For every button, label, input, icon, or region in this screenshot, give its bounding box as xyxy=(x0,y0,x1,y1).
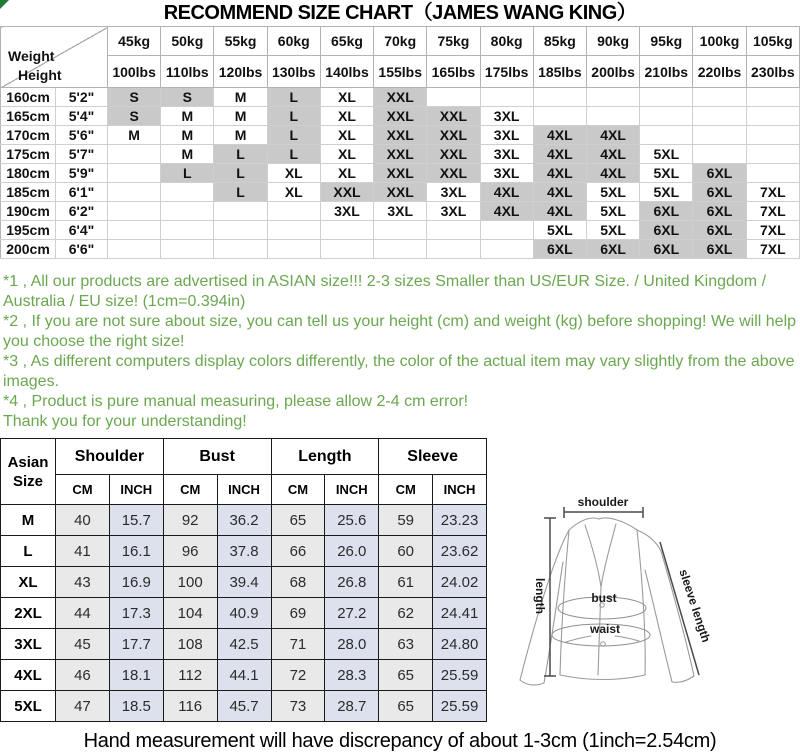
size-cell: 4XL xyxy=(480,183,533,202)
size-cell: 7XL xyxy=(746,202,799,221)
measurement-row xyxy=(1,598,487,629)
size-cell: 7XL xyxy=(746,221,799,240)
height-cm-cell: 195cm xyxy=(1,221,56,240)
weight-kg-header: 80kg xyxy=(480,27,533,56)
jacket-hem xyxy=(560,675,645,680)
jacket-measure-diagram xyxy=(488,434,800,734)
measure-value-cell: 28.7 xyxy=(325,691,379,722)
recommend-size-table xyxy=(0,26,800,259)
size-cell: XXL xyxy=(427,107,480,126)
weight-kg-header: 45kg xyxy=(108,27,161,56)
size-cell: 4XL xyxy=(533,126,586,145)
weight-lbs-header: 230lbs xyxy=(746,56,799,88)
size-cell: L xyxy=(214,145,267,164)
measure-group-header: Sleeve xyxy=(379,439,487,475)
size-cell xyxy=(746,164,799,183)
measure-value-cell: 41 xyxy=(56,536,110,567)
height-ft-cell: 6'2" xyxy=(56,202,108,221)
measure-value-cell: 46 xyxy=(56,660,110,691)
measure-value-cell: 65 xyxy=(379,660,433,691)
size-cell: XL xyxy=(320,126,373,145)
page-title: RECOMMEND SIZE CHART（JAMES WANG KING） xyxy=(163,2,637,24)
unit-header-cell: CM xyxy=(271,475,325,505)
size-chart-row xyxy=(1,183,800,202)
measure-value-cell: 45 xyxy=(56,629,110,660)
measurement-row xyxy=(1,567,487,598)
size-cell xyxy=(108,240,161,259)
measure-value-cell: 16.1 xyxy=(109,536,163,567)
weight-lbs-header: 100lbs xyxy=(108,56,161,88)
measure-value-cell: 62 xyxy=(379,598,433,629)
height-cm-cell: 185cm xyxy=(1,183,56,202)
size-cell xyxy=(214,202,267,221)
size-cell: XXL xyxy=(374,126,427,145)
height-cm-cell: 160cm xyxy=(1,88,56,107)
measurement-row xyxy=(1,536,487,567)
measure-value-cell: 42.5 xyxy=(217,629,271,660)
measure-value-cell: 40 xyxy=(56,505,110,536)
measure-value-cell: 96 xyxy=(163,536,217,567)
weight-kg-header: 85kg xyxy=(533,27,586,56)
measure-value-cell: 17.3 xyxy=(109,598,163,629)
size-cell: 5XL xyxy=(640,183,693,202)
size-cell: M xyxy=(161,145,214,164)
size-cell: S xyxy=(161,88,214,107)
size-cell: 3XL xyxy=(320,202,373,221)
size-cell xyxy=(267,240,320,259)
size-cell: 4XL xyxy=(586,164,639,183)
size-cell xyxy=(161,221,214,240)
weight-lbs-header: 220lbs xyxy=(693,56,746,88)
height-ft-cell: 5'4" xyxy=(56,107,108,126)
size-cell xyxy=(586,88,639,107)
size-cell: 4XL xyxy=(586,145,639,164)
sleeve-length-label: sleeve length xyxy=(676,567,714,645)
size-label-cell: 4XL xyxy=(1,660,56,691)
unit-header-cell: CM xyxy=(379,475,433,505)
height-cm-cell: 170cm xyxy=(1,126,56,145)
measure-value-cell: 44 xyxy=(56,598,110,629)
size-cell: 3XL xyxy=(480,145,533,164)
height-cm-cell: 190cm xyxy=(1,202,56,221)
measurement-row xyxy=(1,505,487,536)
corner-weight-label: Weight xyxy=(8,48,55,64)
measurement-row xyxy=(1,629,487,660)
size-label-cell: 5XL xyxy=(1,691,56,722)
measure-value-cell: 47 xyxy=(56,691,110,722)
asian-size-corner-cell: Asian Size xyxy=(1,439,56,505)
weight-lbs-header: 155lbs xyxy=(374,56,427,88)
weight-height-corner-cell xyxy=(1,27,108,88)
measure-value-cell: 63 xyxy=(379,629,433,660)
size-cell xyxy=(214,221,267,240)
size-cell: 5XL xyxy=(586,202,639,221)
size-cell: 4XL xyxy=(533,183,586,202)
jacket-pocket-left xyxy=(566,636,591,642)
size-cell xyxy=(693,88,746,107)
size-cell: 5XL xyxy=(640,145,693,164)
measure-value-cell: 66 xyxy=(271,536,325,567)
size-cell: XXL xyxy=(427,126,480,145)
measure-value-cell: 60 xyxy=(379,536,433,567)
measure-value-cell: 28.0 xyxy=(325,629,379,660)
unit-header-cell: CM xyxy=(163,475,217,505)
note-line: *4 , Product is pure manual measuring, please allow 2-4 cm error! xyxy=(3,393,469,410)
size-cell: 6XL xyxy=(693,202,746,221)
weight-kg-header: 100kg xyxy=(693,27,746,56)
size-cell: M xyxy=(214,88,267,107)
measure-group-header: Bust xyxy=(163,439,271,475)
height-ft-cell: 6'1" xyxy=(56,183,108,202)
size-chart-row xyxy=(1,221,800,240)
measure-value-cell: 23.23 xyxy=(433,505,487,536)
height-ft-cell: 6'6" xyxy=(56,240,108,259)
size-cell: 3XL xyxy=(374,202,427,221)
size-cell xyxy=(427,221,480,240)
height-cm-cell: 200cm xyxy=(1,240,56,259)
note-line: Thank you for your understanding! xyxy=(3,413,247,430)
size-cell: L xyxy=(267,126,320,145)
measure-value-cell: 72 xyxy=(271,660,325,691)
unit-header-cell: INCH xyxy=(217,475,271,505)
measure-group-header: Shoulder xyxy=(56,439,164,475)
size-cell: L xyxy=(267,107,320,126)
height-cm-cell: 180cm xyxy=(1,164,56,183)
measure-value-cell: 68 xyxy=(271,567,325,598)
size-cell: XXL xyxy=(374,107,427,126)
size-cell: M xyxy=(161,126,214,145)
bust-label: bust xyxy=(591,591,617,605)
size-cell: S xyxy=(108,88,161,107)
size-cell: 4XL xyxy=(480,202,533,221)
measure-value-cell: 27.2 xyxy=(325,598,379,629)
unit-header-cell: INCH xyxy=(109,475,163,505)
size-cell: 4XL xyxy=(533,202,586,221)
size-cell: S xyxy=(108,107,161,126)
size-chart-row xyxy=(1,88,800,107)
size-cell: XXL xyxy=(374,145,427,164)
size-cell xyxy=(374,221,427,240)
weight-kg-header: 90kg xyxy=(586,27,639,56)
size-cell: 6XL xyxy=(693,164,746,183)
size-cell: 5XL xyxy=(586,221,639,240)
size-cell: 5XL xyxy=(533,221,586,240)
size-cell xyxy=(108,145,161,164)
waist-label: waist xyxy=(589,622,621,636)
size-cell: XXL xyxy=(374,164,427,183)
measure-value-cell: 28.3 xyxy=(325,660,379,691)
measure-value-cell: 18.1 xyxy=(109,660,163,691)
size-cell xyxy=(693,126,746,145)
size-cell: 4XL xyxy=(586,126,639,145)
size-cell xyxy=(374,240,427,259)
length-label: length xyxy=(533,578,547,614)
measure-value-cell: 59 xyxy=(379,505,433,536)
notes-block xyxy=(3,272,797,432)
size-cell: 6XL xyxy=(693,240,746,259)
height-cm-cell: 165cm xyxy=(1,107,56,126)
weight-kg-header: 105kg xyxy=(746,27,799,56)
size-label-cell: XL xyxy=(1,567,56,598)
size-label-cell: 3XL xyxy=(1,629,56,660)
size-cell: XL xyxy=(267,183,320,202)
size-cell xyxy=(533,107,586,126)
weight-lbs-header: 200lbs xyxy=(586,56,639,88)
weight-kg-header: 70kg xyxy=(374,27,427,56)
unit-header-cell: CM xyxy=(56,475,110,505)
measure-value-cell: 71 xyxy=(271,629,325,660)
measure-value-cell: 24.80 xyxy=(433,629,487,660)
size-cell: XL xyxy=(320,107,373,126)
size-cell: XL xyxy=(267,164,320,183)
size-cell xyxy=(161,183,214,202)
measure-value-cell: 73 xyxy=(271,691,325,722)
size-cell: 6XL xyxy=(693,183,746,202)
size-label-cell: L xyxy=(1,536,56,567)
size-cell xyxy=(533,88,586,107)
size-cell: XXL xyxy=(427,145,480,164)
size-cell xyxy=(161,202,214,221)
size-cell: 3XL xyxy=(480,126,533,145)
measure-value-cell: 65 xyxy=(271,505,325,536)
size-cell: 6XL xyxy=(693,221,746,240)
size-cell: 4XL xyxy=(533,145,586,164)
size-cell xyxy=(693,107,746,126)
note-line: *1 , All our products are advertised in ASIAN size!!! 2-3 sizes Smaller than US/EUR Size. / United Kingdom / Australia / EU size! (1cm=0.394in) xyxy=(3,273,767,310)
height-ft-cell: 5'9" xyxy=(56,164,108,183)
measure-value-cell: 108 xyxy=(163,629,217,660)
weight-kg-header: 65kg xyxy=(320,27,373,56)
size-cell xyxy=(480,221,533,240)
size-cell xyxy=(640,88,693,107)
weight-lbs-header: 130lbs xyxy=(267,56,320,88)
size-cell: XXL xyxy=(320,183,373,202)
weight-lbs-header: 165lbs xyxy=(427,56,480,88)
size-chart-row xyxy=(1,107,800,126)
measurement-table xyxy=(0,438,487,722)
measure-value-cell: 16.9 xyxy=(109,567,163,598)
size-cell xyxy=(427,88,480,107)
size-cell: 7XL xyxy=(746,240,799,259)
size-cell xyxy=(693,145,746,164)
measure-value-cell: 25.59 xyxy=(433,660,487,691)
measure-value-cell: 24.02 xyxy=(433,567,487,598)
weight-lbs-header: 120lbs xyxy=(214,56,267,88)
measure-value-cell: 92 xyxy=(163,505,217,536)
size-cell xyxy=(320,240,373,259)
measure-value-cell: 116 xyxy=(163,691,217,722)
jacket-sleeve-right-cuff xyxy=(672,676,694,682)
measure-value-cell: 43 xyxy=(56,567,110,598)
size-chart-row xyxy=(1,240,800,259)
size-cell: M xyxy=(161,107,214,126)
measure-value-cell: 26.0 xyxy=(325,536,379,567)
size-cell: XL xyxy=(320,145,373,164)
measurement-row xyxy=(1,660,487,691)
size-cell: 6XL xyxy=(640,240,693,259)
measure-value-cell: 18.5 xyxy=(109,691,163,722)
unit-header-cell: INCH xyxy=(433,475,487,505)
size-cell xyxy=(746,107,799,126)
size-chart-row xyxy=(1,202,800,221)
jacket-pocket-right xyxy=(615,636,639,641)
size-cell xyxy=(108,221,161,240)
corner-height-label: Height xyxy=(18,67,62,83)
size-cell: M xyxy=(108,126,161,145)
size-cell: L xyxy=(267,145,320,164)
footer-note: Hand measurement will have discrepancy of about 1-3cm (1inch=2.54cm) xyxy=(83,730,717,752)
size-cell xyxy=(586,107,639,126)
size-cell: XXL xyxy=(374,88,427,107)
size-cell: 3XL xyxy=(480,107,533,126)
weight-lbs-header: 175lbs xyxy=(480,56,533,88)
weight-kg-header: 95kg xyxy=(640,27,693,56)
size-cell: 4XL xyxy=(533,164,586,183)
measure-value-cell: 26.8 xyxy=(325,567,379,598)
measure-value-cell: 24.41 xyxy=(433,598,487,629)
measure-value-cell: 36.2 xyxy=(217,505,271,536)
weight-lbs-header: 110lbs xyxy=(161,56,214,88)
size-label-cell: 2XL xyxy=(1,598,56,629)
unit-header-cell: INCH xyxy=(325,475,379,505)
measure-value-cell: 37.8 xyxy=(217,536,271,567)
weight-lbs-header: 140lbs xyxy=(320,56,373,88)
size-cell: XXL xyxy=(427,164,480,183)
jacket-collar xyxy=(569,518,637,530)
measure-value-cell: 25.59 xyxy=(433,691,487,722)
size-chart-row xyxy=(1,164,800,183)
measure-value-cell: 40.9 xyxy=(217,598,271,629)
weight-kg-header: 50kg xyxy=(161,27,214,56)
height-ft-cell: 5'6" xyxy=(56,126,108,145)
measure-value-cell: 112 xyxy=(163,660,217,691)
jacket-sleeve-left-cuff xyxy=(520,680,544,685)
measure-value-cell: 100 xyxy=(163,567,217,598)
size-cell xyxy=(108,164,161,183)
size-cell: 3XL xyxy=(480,164,533,183)
jacket-lapel-right xyxy=(601,524,616,587)
size-cell: L xyxy=(267,88,320,107)
size-cell xyxy=(161,240,214,259)
size-cell: 6XL xyxy=(640,221,693,240)
weight-lbs-header: 210lbs xyxy=(640,56,693,88)
size-cell xyxy=(320,221,373,240)
measure-value-cell: 69 xyxy=(271,598,325,629)
weight-kg-header: 60kg xyxy=(267,27,320,56)
measure-value-cell: 23.62 xyxy=(433,536,487,567)
size-cell: L xyxy=(214,183,267,202)
size-cell: XL xyxy=(320,164,373,183)
note-line: *3 , As different computers display colors differently, the color of the actual item may vary slightly from the above images. xyxy=(3,353,795,390)
size-cell: XL xyxy=(320,88,373,107)
height-ft-cell: 5'2" xyxy=(56,88,108,107)
size-cell xyxy=(267,221,320,240)
size-cell xyxy=(640,126,693,145)
size-cell: 3XL xyxy=(427,183,480,202)
size-cell xyxy=(267,202,320,221)
height-cm-cell: 175cm xyxy=(1,145,56,164)
measure-value-cell: 104 xyxy=(163,598,217,629)
jacket-sleeve-right-inner xyxy=(645,570,672,682)
size-cell xyxy=(108,183,161,202)
size-cell: 7XL xyxy=(746,183,799,202)
note-line: *2 , If you are not sure about size, you can tell us your height (cm) and weight (kg) before shopping! We will help you choose the right size! xyxy=(3,313,797,350)
size-cell xyxy=(746,145,799,164)
weight-lbs-header: 185lbs xyxy=(533,56,586,88)
measure-value-cell: 61 xyxy=(379,567,433,598)
measure-value-cell: 17.7 xyxy=(109,629,163,660)
jacket-lapel-left xyxy=(585,525,601,587)
size-cell xyxy=(640,107,693,126)
size-cell: L xyxy=(214,164,267,183)
size-cell: XXL xyxy=(374,183,427,202)
measure-value-cell: 65 xyxy=(379,691,433,722)
size-cell xyxy=(480,88,533,107)
size-label-cell: M xyxy=(1,505,56,536)
height-ft-cell: 5'7" xyxy=(56,145,108,164)
size-cell: 6XL xyxy=(640,202,693,221)
size-cell xyxy=(214,240,267,259)
measure-value-cell: 45.7 xyxy=(217,691,271,722)
measurement-row xyxy=(1,691,487,722)
weight-kg-header: 75kg xyxy=(427,27,480,56)
size-cell xyxy=(427,240,480,259)
size-chart-row xyxy=(1,126,800,145)
size-cell: M xyxy=(214,126,267,145)
shoulder-label: shoulder xyxy=(577,495,629,509)
size-cell: L xyxy=(161,164,214,183)
size-cell: 6XL xyxy=(533,240,586,259)
height-ft-cell: 6'4" xyxy=(56,221,108,240)
measure-value-cell: 44.1 xyxy=(217,660,271,691)
weight-kg-header: 55kg xyxy=(214,27,267,56)
size-cell xyxy=(746,126,799,145)
size-cell xyxy=(480,240,533,259)
measure-value-cell: 15.7 xyxy=(109,505,163,536)
measure-group-header: Length xyxy=(271,439,379,475)
size-cell: 6XL xyxy=(586,240,639,259)
measure-value-cell: 39.4 xyxy=(217,567,271,598)
size-cell xyxy=(108,202,161,221)
measure-value-cell: 25.6 xyxy=(325,505,379,536)
size-cell: 5XL xyxy=(640,164,693,183)
size-cell: 5XL xyxy=(586,183,639,202)
size-chart-row xyxy=(1,145,800,164)
size-cell xyxy=(746,88,799,107)
size-cell: M xyxy=(214,107,267,126)
size-cell: 3XL xyxy=(427,202,480,221)
